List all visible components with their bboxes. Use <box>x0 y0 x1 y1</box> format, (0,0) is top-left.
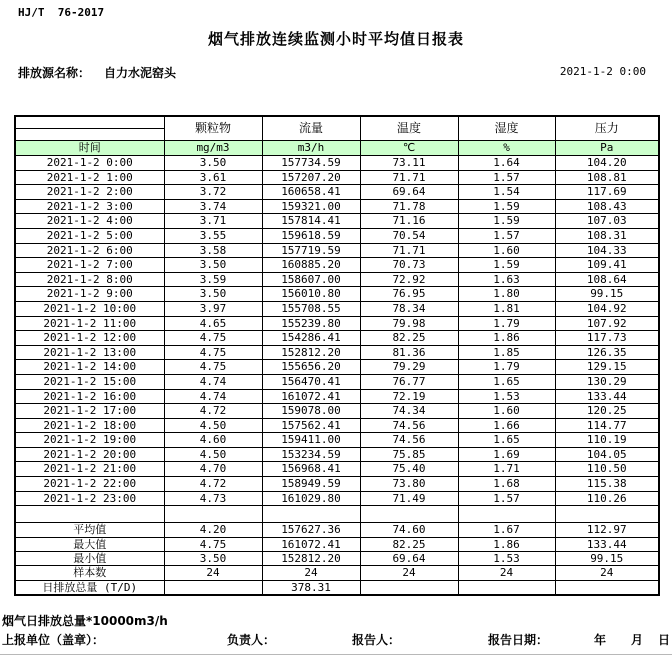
table-row <box>15 301 659 316</box>
monitoring-table <box>14 115 660 596</box>
value-cell: 4.73 <box>164 491 262 506</box>
day-label: 日 <box>658 633 671 647</box>
value-cell: 75.85 <box>360 447 458 462</box>
value-cell: 117.69 <box>555 185 659 200</box>
time-cell: 2021-1-2 10:00 <box>15 301 164 316</box>
table-row <box>15 331 659 346</box>
value-cell: 4.75 <box>164 345 262 360</box>
value-cell: 3.50 <box>164 287 262 302</box>
value-cell <box>555 580 659 595</box>
time-cell: 2021-1-2 8:00 <box>15 272 164 287</box>
value-cell: 104.33 <box>555 243 659 258</box>
unit-temperature: ℃ <box>360 141 458 156</box>
value-cell <box>360 580 458 595</box>
value-cell: 157627.36 <box>262 523 360 537</box>
spacer-body <box>15 506 659 523</box>
value-cell: 108.43 <box>555 199 659 214</box>
table-row <box>15 360 659 375</box>
unit-row <box>15 141 659 156</box>
value-cell: 161029.80 <box>262 491 360 506</box>
value-cell <box>458 580 555 595</box>
unit-particulate: mg/m3 <box>164 141 262 156</box>
value-cell: 104.20 <box>555 156 659 171</box>
value-cell: 3.50 <box>164 258 262 273</box>
summary-label-cell: 样本数 <box>15 566 164 580</box>
table-row <box>15 477 659 492</box>
value-cell: 378.31 <box>262 580 360 595</box>
value-cell: 4.72 <box>164 404 262 419</box>
col-header-temperature: 温度 <box>360 116 458 141</box>
value-cell: 24 <box>555 566 659 580</box>
value-cell: 3.50 <box>164 156 262 171</box>
value-cell: 159618.59 <box>262 228 360 243</box>
value-cell: 82.25 <box>360 331 458 346</box>
value-cell: 112.97 <box>555 523 659 537</box>
value-cell: 4.72 <box>164 477 262 492</box>
value-cell: 4.74 <box>164 374 262 389</box>
value-cell: 157207.20 <box>262 170 360 185</box>
table-row <box>15 523 659 537</box>
value-cell: 4.75 <box>164 537 262 551</box>
value-cell: 133.44 <box>555 389 659 404</box>
value-cell: 1.86 <box>458 537 555 551</box>
value-cell: 73.80 <box>360 477 458 492</box>
value-cell: 1.54 <box>458 185 555 200</box>
table-row <box>15 552 659 566</box>
value-cell: 1.57 <box>458 170 555 185</box>
value-cell: 156010.80 <box>262 287 360 302</box>
unit-pressure: Pa <box>555 141 659 156</box>
value-cell: 156470.41 <box>262 374 360 389</box>
value-cell: 76.77 <box>360 374 458 389</box>
col-header-pressure: 压力 <box>555 116 659 141</box>
value-cell: 99.15 <box>555 287 659 302</box>
time-cell: 2021-1-2 1:00 <box>15 170 164 185</box>
value-cell: 81.36 <box>360 345 458 360</box>
value-cell: 1.60 <box>458 404 555 419</box>
table-row <box>15 258 659 273</box>
time-cell: 2021-1-2 11:00 <box>15 316 164 331</box>
time-cell: 2021-1-2 21:00 <box>15 462 164 477</box>
value-cell: 161072.41 <box>262 389 360 404</box>
value-cell: 159321.00 <box>262 199 360 214</box>
value-cell: 155708.55 <box>262 301 360 316</box>
table-row <box>15 243 659 258</box>
table-row <box>15 287 659 302</box>
table-row <box>15 199 659 214</box>
table-row <box>15 462 659 477</box>
time-cell: 2021-1-2 15:00 <box>15 374 164 389</box>
time-cell: 2021-1-2 13:00 <box>15 345 164 360</box>
value-cell: 99.15 <box>555 552 659 566</box>
emission-source-line <box>18 64 176 81</box>
value-cell: 161072.41 <box>262 537 360 551</box>
value-cell: 70.54 <box>360 228 458 243</box>
blank-cell <box>555 506 659 523</box>
month-label: 月 <box>631 633 644 647</box>
table-row <box>15 580 659 595</box>
value-cell: 1.64 <box>458 156 555 171</box>
value-cell: 1.65 <box>458 374 555 389</box>
value-cell: 158607.00 <box>262 272 360 287</box>
table-row <box>15 433 659 448</box>
time-cell: 2021-1-2 19:00 <box>15 433 164 448</box>
value-cell: 1.79 <box>458 316 555 331</box>
value-cell: 126.35 <box>555 345 659 360</box>
blank-row <box>15 506 659 523</box>
standard-number: HJ/T 76-2017 <box>18 6 105 19</box>
value-cell: 1.60 <box>458 243 555 258</box>
value-cell: 4.65 <box>164 316 262 331</box>
value-cell: 110.19 <box>555 433 659 448</box>
time-cell: 2021-1-2 16:00 <box>15 389 164 404</box>
emission-source-label: 排放源名称： <box>18 66 91 80</box>
value-cell: 117.73 <box>555 331 659 346</box>
bottom-divider <box>0 654 672 655</box>
time-cell: 2021-1-2 17:00 <box>15 404 164 419</box>
value-cell: 1.59 <box>458 199 555 214</box>
table-row <box>15 491 659 506</box>
table-row <box>15 389 659 404</box>
value-cell: 1.68 <box>458 477 555 492</box>
value-cell: 1.65 <box>458 433 555 448</box>
value-cell: 3.97 <box>164 301 262 316</box>
value-cell: 157719.59 <box>262 243 360 258</box>
value-cell: 157562.41 <box>262 418 360 433</box>
year-label: 年 <box>594 633 607 647</box>
time-cell: 2021-1-2 3:00 <box>15 199 164 214</box>
value-cell: 3.72 <box>164 185 262 200</box>
value-cell: 156968.41 <box>262 462 360 477</box>
table-row <box>15 185 659 200</box>
value-cell: 71.49 <box>360 491 458 506</box>
value-cell: 4.74 <box>164 389 262 404</box>
hourly-data-body <box>15 156 659 506</box>
table-row <box>15 272 659 287</box>
value-cell: 74.34 <box>360 404 458 419</box>
value-cell: 3.55 <box>164 228 262 243</box>
col-header-humidity: 湿度 <box>458 116 555 141</box>
time-cell: 2021-1-2 9:00 <box>15 287 164 302</box>
table-row <box>15 566 659 580</box>
value-cell: 24 <box>262 566 360 580</box>
value-cell: 75.40 <box>360 462 458 477</box>
value-cell: 1.63 <box>458 272 555 287</box>
value-cell: 69.64 <box>360 552 458 566</box>
time-cell: 2021-1-2 20:00 <box>15 447 164 462</box>
unit-flow: m3/h <box>262 141 360 156</box>
value-cell: 4.20 <box>164 523 262 537</box>
value-cell: 72.19 <box>360 389 458 404</box>
responsible-person-label: 负责人： <box>227 633 276 647</box>
value-cell: 74.56 <box>360 418 458 433</box>
time-cell: 2021-1-2 14:00 <box>15 360 164 375</box>
time-cell: 2021-1-2 7:00 <box>15 258 164 273</box>
time-cell: 2021-1-2 23:00 <box>15 491 164 506</box>
blank-cell <box>458 506 555 523</box>
value-cell: 1.59 <box>458 258 555 273</box>
table-row <box>15 170 659 185</box>
value-cell: 1.69 <box>458 447 555 462</box>
value-cell: 129.15 <box>555 360 659 375</box>
value-cell: 70.73 <box>360 258 458 273</box>
table-row <box>15 404 659 419</box>
value-cell: 114.77 <box>555 418 659 433</box>
value-cell: 3.59 <box>164 272 262 287</box>
value-cell: 1.66 <box>458 418 555 433</box>
value-cell: 1.59 <box>458 214 555 229</box>
time-cell: 2021-1-2 2:00 <box>15 185 164 200</box>
summary-label-cell: 最大值 <box>15 537 164 551</box>
total-emission-note: 烟气日排放总量*10000m3/h <box>2 614 168 628</box>
value-cell: 73.11 <box>360 156 458 171</box>
table-row <box>15 316 659 331</box>
time-cell: 2021-1-2 0:00 <box>15 156 164 171</box>
time-cell: 2021-1-2 5:00 <box>15 228 164 243</box>
value-cell: 4.50 <box>164 447 262 462</box>
value-cell: 109.41 <box>555 258 659 273</box>
value-cell: 4.50 <box>164 418 262 433</box>
value-cell: 160658.41 <box>262 185 360 200</box>
value-cell: 157734.59 <box>262 156 360 171</box>
value-cell: 152812.20 <box>262 552 360 566</box>
report-date-label: 报告日期： <box>488 633 549 647</box>
value-cell: 1.86 <box>458 331 555 346</box>
value-cell: 107.03 <box>555 214 659 229</box>
value-cell: 82.25 <box>360 537 458 551</box>
table-row <box>15 214 659 229</box>
blank-cell <box>360 506 458 523</box>
value-cell: 1.71 <box>458 462 555 477</box>
table-row <box>15 418 659 433</box>
value-cell: 74.56 <box>360 433 458 448</box>
time-header-cell: 时间 <box>15 141 164 156</box>
value-cell <box>164 580 262 595</box>
value-cell: 152812.20 <box>262 345 360 360</box>
value-cell: 130.29 <box>555 374 659 389</box>
value-cell: 3.74 <box>164 199 262 214</box>
summary-body <box>15 523 659 595</box>
value-cell: 108.81 <box>555 170 659 185</box>
unit-humidity: % <box>458 141 555 156</box>
value-cell: 1.53 <box>458 552 555 566</box>
value-cell: 4.75 <box>164 331 262 346</box>
value-cell: 1.53 <box>458 389 555 404</box>
value-cell: 110.26 <box>555 491 659 506</box>
value-cell: 155656.20 <box>262 360 360 375</box>
value-cell: 1.57 <box>458 228 555 243</box>
summary-label-cell: 最小值 <box>15 552 164 566</box>
value-cell: 108.31 <box>555 228 659 243</box>
value-cell: 69.64 <box>360 185 458 200</box>
value-cell: 120.25 <box>555 404 659 419</box>
value-cell: 110.50 <box>555 462 659 477</box>
table-row <box>15 345 659 360</box>
summary-label-cell: 平均值 <box>15 523 164 537</box>
emission-source-name: 自力水泥窑头 <box>104 66 177 80</box>
col-header-particulate: 颗粒物 <box>164 116 262 141</box>
page-title: 烟气排放连续监测小时平均值日报表 <box>207 30 464 48</box>
report-datetime: 2021-1-2 0:00 <box>559 65 646 78</box>
col-header-flow: 流量 <box>262 116 360 141</box>
table-row <box>15 537 659 551</box>
blank-cell <box>164 506 262 523</box>
value-cell: 159078.00 <box>262 404 360 419</box>
value-cell: 160885.20 <box>262 258 360 273</box>
value-cell: 4.60 <box>164 433 262 448</box>
value-cell: 74.60 <box>360 523 458 537</box>
header-row-pollutants <box>15 116 659 129</box>
value-cell: 158949.59 <box>262 477 360 492</box>
corner-cell-bottom <box>15 129 164 141</box>
reporting-unit-label: 上报单位（盖章）： <box>2 633 105 647</box>
value-cell: 115.38 <box>555 477 659 492</box>
value-cell: 153234.59 <box>262 447 360 462</box>
value-cell: 71.16 <box>360 214 458 229</box>
value-cell: 154286.41 <box>262 331 360 346</box>
value-cell: 71.78 <box>360 199 458 214</box>
table-row <box>15 228 659 243</box>
value-cell: 3.50 <box>164 552 262 566</box>
value-cell: 1.57 <box>458 491 555 506</box>
time-cell: 2021-1-2 12:00 <box>15 331 164 346</box>
value-cell: 1.81 <box>458 301 555 316</box>
value-cell: 3.61 <box>164 170 262 185</box>
time-cell: 2021-1-2 4:00 <box>15 214 164 229</box>
value-cell: 104.05 <box>555 447 659 462</box>
value-cell: 108.64 <box>555 272 659 287</box>
value-cell: 78.34 <box>360 301 458 316</box>
time-cell: 2021-1-2 6:00 <box>15 243 164 258</box>
blank-cell <box>15 506 164 523</box>
table-row <box>15 374 659 389</box>
table-row <box>15 156 659 171</box>
value-cell: 71.71 <box>360 243 458 258</box>
value-cell: 107.92 <box>555 316 659 331</box>
blank-cell <box>262 506 360 523</box>
value-cell: 1.67 <box>458 523 555 537</box>
summary-label-cell: 日排放总量 (T/D) <box>15 580 164 595</box>
time-cell: 2021-1-2 18:00 <box>15 418 164 433</box>
value-cell: 104.92 <box>555 301 659 316</box>
value-cell: 24 <box>360 566 458 580</box>
corner-cell-top <box>15 116 164 129</box>
value-cell: 24 <box>458 566 555 580</box>
value-cell: 4.70 <box>164 462 262 477</box>
value-cell: 3.71 <box>164 214 262 229</box>
value-cell: 4.75 <box>164 360 262 375</box>
value-cell: 72.92 <box>360 272 458 287</box>
value-cell: 133.44 <box>555 537 659 551</box>
value-cell: 157814.41 <box>262 214 360 229</box>
value-cell: 79.29 <box>360 360 458 375</box>
value-cell: 24 <box>164 566 262 580</box>
value-cell: 71.71 <box>360 170 458 185</box>
signature-line <box>0 631 672 647</box>
reporter-label: 报告人： <box>352 633 401 647</box>
value-cell: 155239.80 <box>262 316 360 331</box>
value-cell: 1.79 <box>458 360 555 375</box>
value-cell: 3.58 <box>164 243 262 258</box>
time-cell: 2021-1-2 22:00 <box>15 477 164 492</box>
value-cell: 1.85 <box>458 345 555 360</box>
value-cell: 76.95 <box>360 287 458 302</box>
value-cell: 159411.00 <box>262 433 360 448</box>
table-row <box>15 447 659 462</box>
value-cell: 1.80 <box>458 287 555 302</box>
value-cell: 79.98 <box>360 316 458 331</box>
